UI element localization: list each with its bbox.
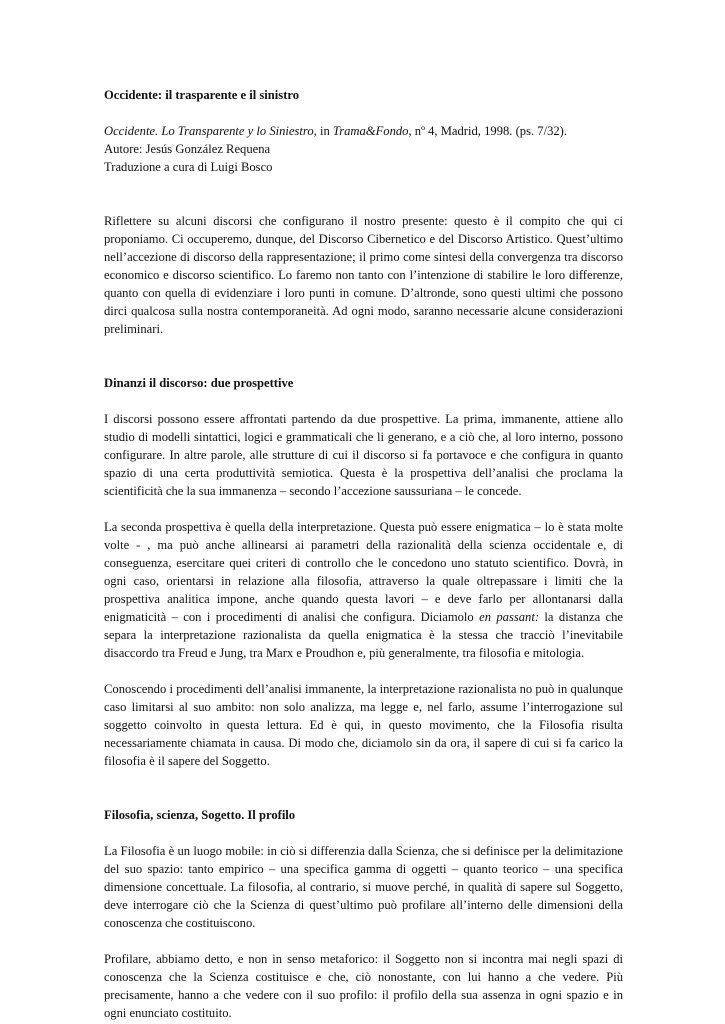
- intro-paragraph: Riflettere su alcuni discorsi che configurano il nostro presente: questo è il compito che qui ci proponiamo. Ci occuperemo, dunque, del Discorso Cibernetico e del Discorso Artistico. Quest’ultimo nell’accezione di discorso della rappresentazione; il primo come sintesi della convergenza tra discorso economico e discorso scientifico. Lo faremo non tanto con l’intenzione di stabilire le loro differenze, quanto con quella di evidenziare i loro punti in comune. D’altronde, sono questi ultimi che possono dirci qualcosa sulla nostra contemporaneità. Ad ogni modo, saranno necessarie alcune considerazioni preliminari.: [104, 214, 623, 336]
- section1-paragraph-1: I discorsi possono essere affrontati partendo da due prospettive. La prima, immanente, attiene allo studio di modelli sintattici, logici e grammaticali che li generano, e a ciò che, al loro interno, possono configurare. In altre parole, alle strutture di cui il discorso si fa portavoce e che configura in quanto spazio di una certa produttività semiotica. Questa è la prospettiva dell’analisi che proclama la scientificità che la sua immanenza – secondo l’accezione saussuriana – le concede.: [104, 412, 623, 498]
- citation-work: Occidente. Lo Transparente y lo Siniestro: [104, 124, 314, 138]
- citation-journal: Trama&Fondo: [332, 124, 409, 138]
- section1-paragraph-2-start: La seconda prospettiva è quella della interpretazione. Questa può essere enigmatica – lo è stata molte volte - , ma può anche allinearsi ai parametri della razionalità della scienza occidentale e, di conseguenza, esercitare quei criteri di controllo che le concedono uno statuto scientifico. Dovrà, in ogni caso, orientarsi in relazione alla filosofia, attraverso la quale oltrepassare i limiti che la prospettiva analitica impone, anche quando questa lavori – e deve farlo per allontanarsi dalla enigmaticità – con i procedimenti di analisi che configura. Diciamolo: [104, 520, 623, 624]
- document-page: [104, 86, 623, 1022]
- citation-tail: , nº 4, Madrid, 1998. (ps. 7/32).: [408, 124, 568, 138]
- section2-paragraph-2: Profilare, abbiamo detto, e non in senso metaforico: il Soggetto non si incontra mai negli spazi di conoscenza che la Scienza costituisce e che, ciò nonostante, con lui hanno a che vedere. Più precisamente, hanno a che vedere con il suo profilo: il profilo della sua assenza in ogni spazio e in ogni enunciato costituito.: [104, 952, 623, 1020]
- document-title: Occidente: il trasparente e il sinistro: [104, 88, 300, 102]
- author-line: Autore: Jesús González Requena: [104, 142, 271, 156]
- citation-sep: , in: [313, 124, 333, 138]
- section1-paragraph-3: Conoscendo i procedimenti dell’analisi immanente, la interpretazione razionalista no può in qualunque caso limitarsi al suo ambito: non solo analizza, ma legge e, nel farlo, assume l’interrogazione sul soggetto coinvolto in questa lettura. Ed è qui, in questo movimento, che la Filosofia risulta necessariamente chiamata in causa. Di modo che, diciamolo sin da ora, il sapere di cui si fa carico la filosofia è il sapere del Soggetto.: [104, 682, 623, 768]
- section1-paragraph-2: [104, 518, 623, 662]
- section2-paragraph-1: La Filosofia è un luogo mobile: in ciò si differenzia dalla Scienza, che si definisce per la delimitazione del suo spazio: tanto empirico – una specifica gamma di oggetti – quanto teorico – una specifica dimensione concettuale. La filosofia, al contrario, si muove perché, in qualità di sapere sul Soggetto, deve interrogare ciò che la Scienza di quest’ultimo può profilare all’interno delle dimensioni della conoscenza che costituiscono.: [104, 844, 623, 930]
- section-heading-1: Dinanzi il discorso: due prospettive: [104, 376, 294, 390]
- section-heading-2: Filosofia, scienza, Sogetto. Il profilo: [104, 808, 296, 822]
- translator-line: Traduzione a cura di Luigi Bosco: [104, 160, 273, 174]
- citation: [104, 122, 623, 140]
- section1-paragraph-2-italic: en passant:: [479, 610, 540, 624]
- section1-paragraph-2-end: la distanza che separa la interpretazione razionalista da quella enigmatica è la stessa che tracciò l’inevitabile disaccordo tra Freud e Jung, tra Marx e Proudhon e, più generalmente, tra filosofia e mitologia.: [104, 610, 624, 660]
